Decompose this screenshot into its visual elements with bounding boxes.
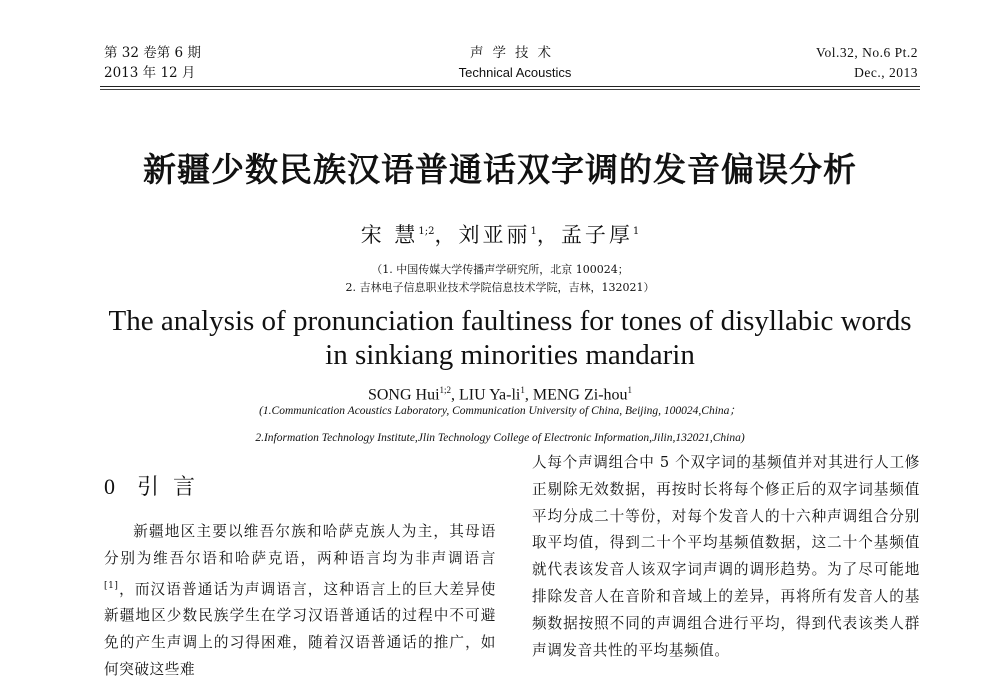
header-rule-top bbox=[100, 86, 920, 87]
author-affiliation-mark: 1;2 bbox=[418, 226, 435, 237]
authors-en bbox=[0, 380, 1000, 405]
author-affiliation-mark-en: 1 bbox=[627, 385, 633, 395]
section-number: 0 bbox=[104, 474, 115, 499]
affiliation-cn-1: （1. 中国传媒大学传播声学研究所，北京 100024； bbox=[371, 263, 629, 276]
citation-ref: [1] bbox=[104, 580, 119, 591]
paper-title-en: The analysis of pronunciation faultiness for tones of disyllabic words in sinkiang minorities mandarin bbox=[108, 305, 912, 371]
issue-date: 2013 年 12 月 bbox=[104, 65, 196, 81]
journal-issue-info bbox=[104, 43, 201, 83]
paper-title-cn: 新疆少数民族汉语普通话双字调的发音偏误分析 bbox=[143, 150, 857, 189]
header-rule-bottom bbox=[100, 89, 920, 90]
volume-issue-en: Vol.32, No.6 Pt.2 bbox=[815, 45, 918, 60]
affiliation-en-1: (1.Communication Acoustics Laboratory, Communication University of China, Beijing, 100024,China； bbox=[259, 405, 741, 417]
author-affiliation-mark: 1 bbox=[632, 226, 640, 237]
section-heading bbox=[104, 474, 209, 501]
section-title: 引言 bbox=[137, 475, 210, 500]
body-paragraph: 人每个声调组合中 5 个双字词的基频值并对其进行人工修正剔除无效数据，再按时长将每个修正后的双字词基频值平均分成二十等份，对每个发音人的十六种声调组合分别取平均值，得到二十个平均基频值数据，这二十个基频值就代表该发音人该双字词声调的调形趋势。为了尽可能地排除发音人在音阶和音域上的差异，再将所有发音人的基频数据按照不同的声调组合进行平均，得到代表该类人群声调发音共性的平均基频值。 bbox=[532, 454, 920, 659]
journal-issue-info-en bbox=[816, 43, 918, 83]
affiliation-en-2: 2.Information Technology Institute,Jlin Technology College of Electronic Information,Jilin,132021,China) bbox=[255, 432, 745, 444]
author-affiliation-mark-en: 1;2 bbox=[439, 385, 452, 395]
body-paragraph bbox=[104, 519, 496, 684]
journal-name-en: Technical Acoustics bbox=[458, 65, 572, 80]
author-affiliation-mark: 1 bbox=[530, 226, 537, 237]
author-affiliation-mark-en: 1 bbox=[520, 385, 525, 395]
journal-name bbox=[430, 43, 600, 83]
author-name: ，刘亚丽 bbox=[434, 223, 531, 247]
authors-cn bbox=[0, 217, 1000, 250]
author-name: 宋 慧 bbox=[360, 223, 419, 247]
body-text: ，而汉语普通话为声调语言，这种语言上的巨大差异使新疆地区少数民族学生在学习汉语普通话的过程中不可避免的产生声调上的习得困难，随着汉语普通话的推广，如何突破这些难 bbox=[104, 580, 496, 678]
issue-date-en: Dec., 2013 bbox=[854, 65, 918, 80]
author-name: ，孟子厚 bbox=[536, 223, 633, 247]
volume-issue: 第 32 卷第 6 期 bbox=[104, 45, 201, 61]
author-name-en: SONG Hui bbox=[367, 386, 440, 404]
journal-name-cn: 声学技术 bbox=[470, 45, 560, 61]
body-column-left bbox=[104, 519, 496, 684]
affiliation-cn-2: 2. 吉林电子信息职业技术学院信息技术学院，吉林，132021） bbox=[345, 281, 655, 294]
body-column-right bbox=[532, 450, 920, 684]
author-name-en: , MENG Zi-hou bbox=[524, 386, 628, 404]
body-text: 新疆地区主要以维吾尔族和哈萨克族人为主，其母语分别为维吾尔语和哈萨克语，两种语言均为非声调语言 bbox=[104, 523, 496, 567]
author-name-en: , LIU Ya-li bbox=[451, 386, 521, 404]
